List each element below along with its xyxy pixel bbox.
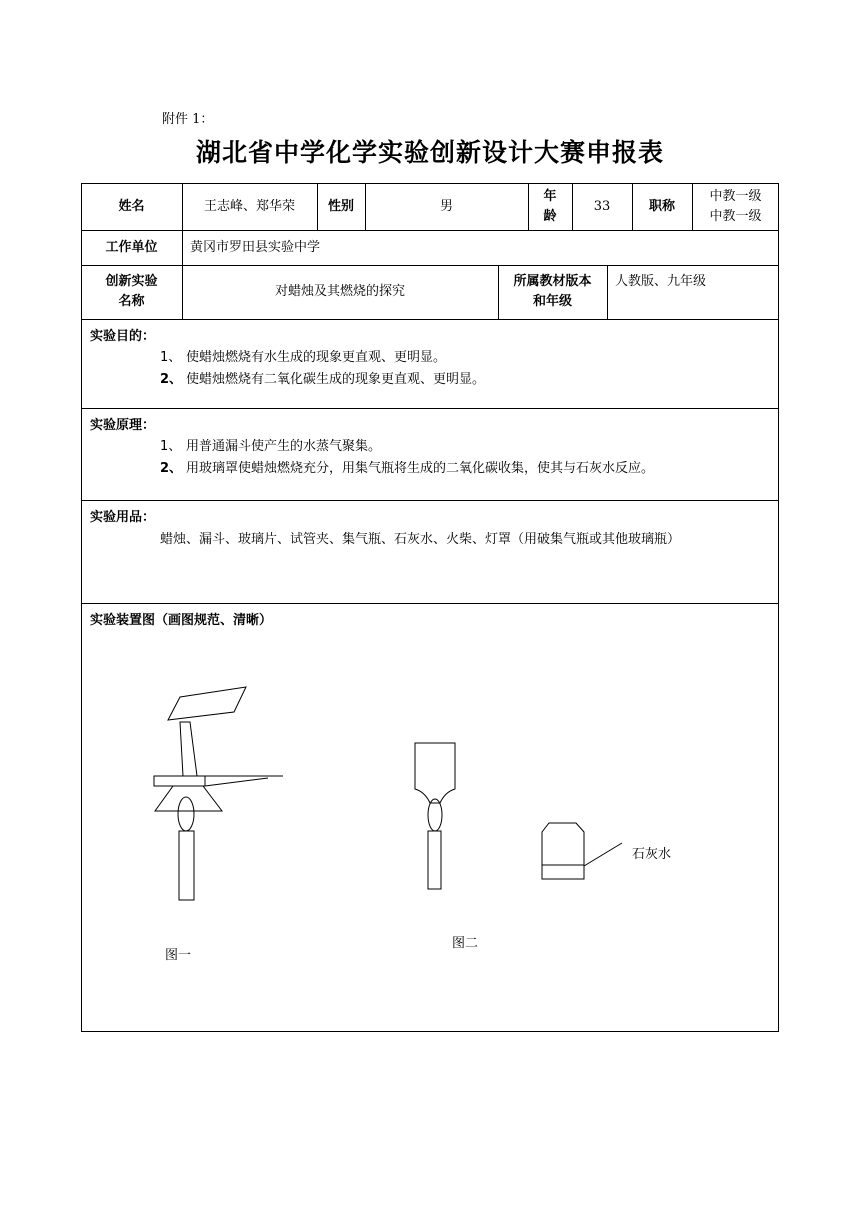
textbook-label-line1: 所属教材版本 xyxy=(513,274,592,289)
figure-1-label: 图一 xyxy=(165,948,192,963)
purpose-item-number: 1、 xyxy=(160,350,182,365)
workplace-value: 黄冈市罗田县实验中学 xyxy=(190,239,321,255)
principle-item xyxy=(160,435,381,454)
principle-item-text: 用玻璃罩使蜡烛燃烧充分，用集气瓶将生成的二氧化碳收集，使其与石灰水反应。 xyxy=(186,461,655,476)
name-label: 姓名 xyxy=(118,198,145,214)
purpose-heading: 实验目的： xyxy=(90,329,156,344)
experiment-name-value: 对蜡烛及其燃烧的探究 xyxy=(274,284,405,299)
age-label-line2: 龄 xyxy=(543,208,557,224)
textbook-label xyxy=(498,265,607,319)
purpose-item-text: 使蜡烛燃烧有水生成的现象更直观、更明显。 xyxy=(186,350,447,365)
figure-2-label: 图二 xyxy=(452,936,479,951)
age-label xyxy=(528,183,572,230)
purpose-item-text: 使蜡烛燃烧有二氧化碳生成的现象更直观、更明显。 xyxy=(186,372,486,387)
materials-heading: 实验用品： xyxy=(90,510,156,525)
textbook-label-line2: 和年级 xyxy=(532,294,572,309)
age-label-line1: 年 xyxy=(543,188,557,204)
experiment-name-label xyxy=(81,265,182,319)
job-title-value xyxy=(692,183,779,230)
job-title-label: 职称 xyxy=(648,198,675,214)
experiment-name-label-line2: 名称 xyxy=(118,294,145,309)
purpose-item xyxy=(160,346,446,365)
limewater-label: 石灰水 xyxy=(632,847,672,862)
name-value: 王志峰、郑华荣 xyxy=(203,198,295,214)
gender-label: 性别 xyxy=(327,198,354,214)
page-title: 湖北省中学化学实验创新设计大赛申报表 xyxy=(195,138,664,167)
apparatus-heading: 实验装置图（画图规范、清晰） xyxy=(90,613,273,628)
principle-item-text: 用普通漏斗使产生的水蒸气聚集。 xyxy=(186,439,382,454)
principle-item xyxy=(160,457,654,476)
principle-item-number: 1、 xyxy=(160,439,182,454)
attachment-label: 附件 1： xyxy=(162,112,214,127)
materials-text: 蜡烛、漏斗、玻璃片、试管夹、集气瓶、石灰水、火柴、灯罩（用破集气瓶或其他玻璃瓶） xyxy=(160,532,681,547)
textbook-value: 人教版、九年级 xyxy=(615,274,707,289)
purpose-item-number: 2、 xyxy=(160,372,183,387)
gender-value: 男 xyxy=(439,198,453,214)
principle-heading: 实验原理： xyxy=(90,418,156,433)
principle-item-number: 2、 xyxy=(160,461,183,476)
age-value: 33 xyxy=(593,198,611,214)
purpose-item xyxy=(160,368,485,387)
job-title-value-line1: 中教一级 xyxy=(709,188,762,204)
job-title-value-line2: 中教一级 xyxy=(709,208,762,224)
experiment-name-label-line1: 创新实验 xyxy=(105,274,158,289)
workplace-label: 工作单位 xyxy=(105,239,158,255)
